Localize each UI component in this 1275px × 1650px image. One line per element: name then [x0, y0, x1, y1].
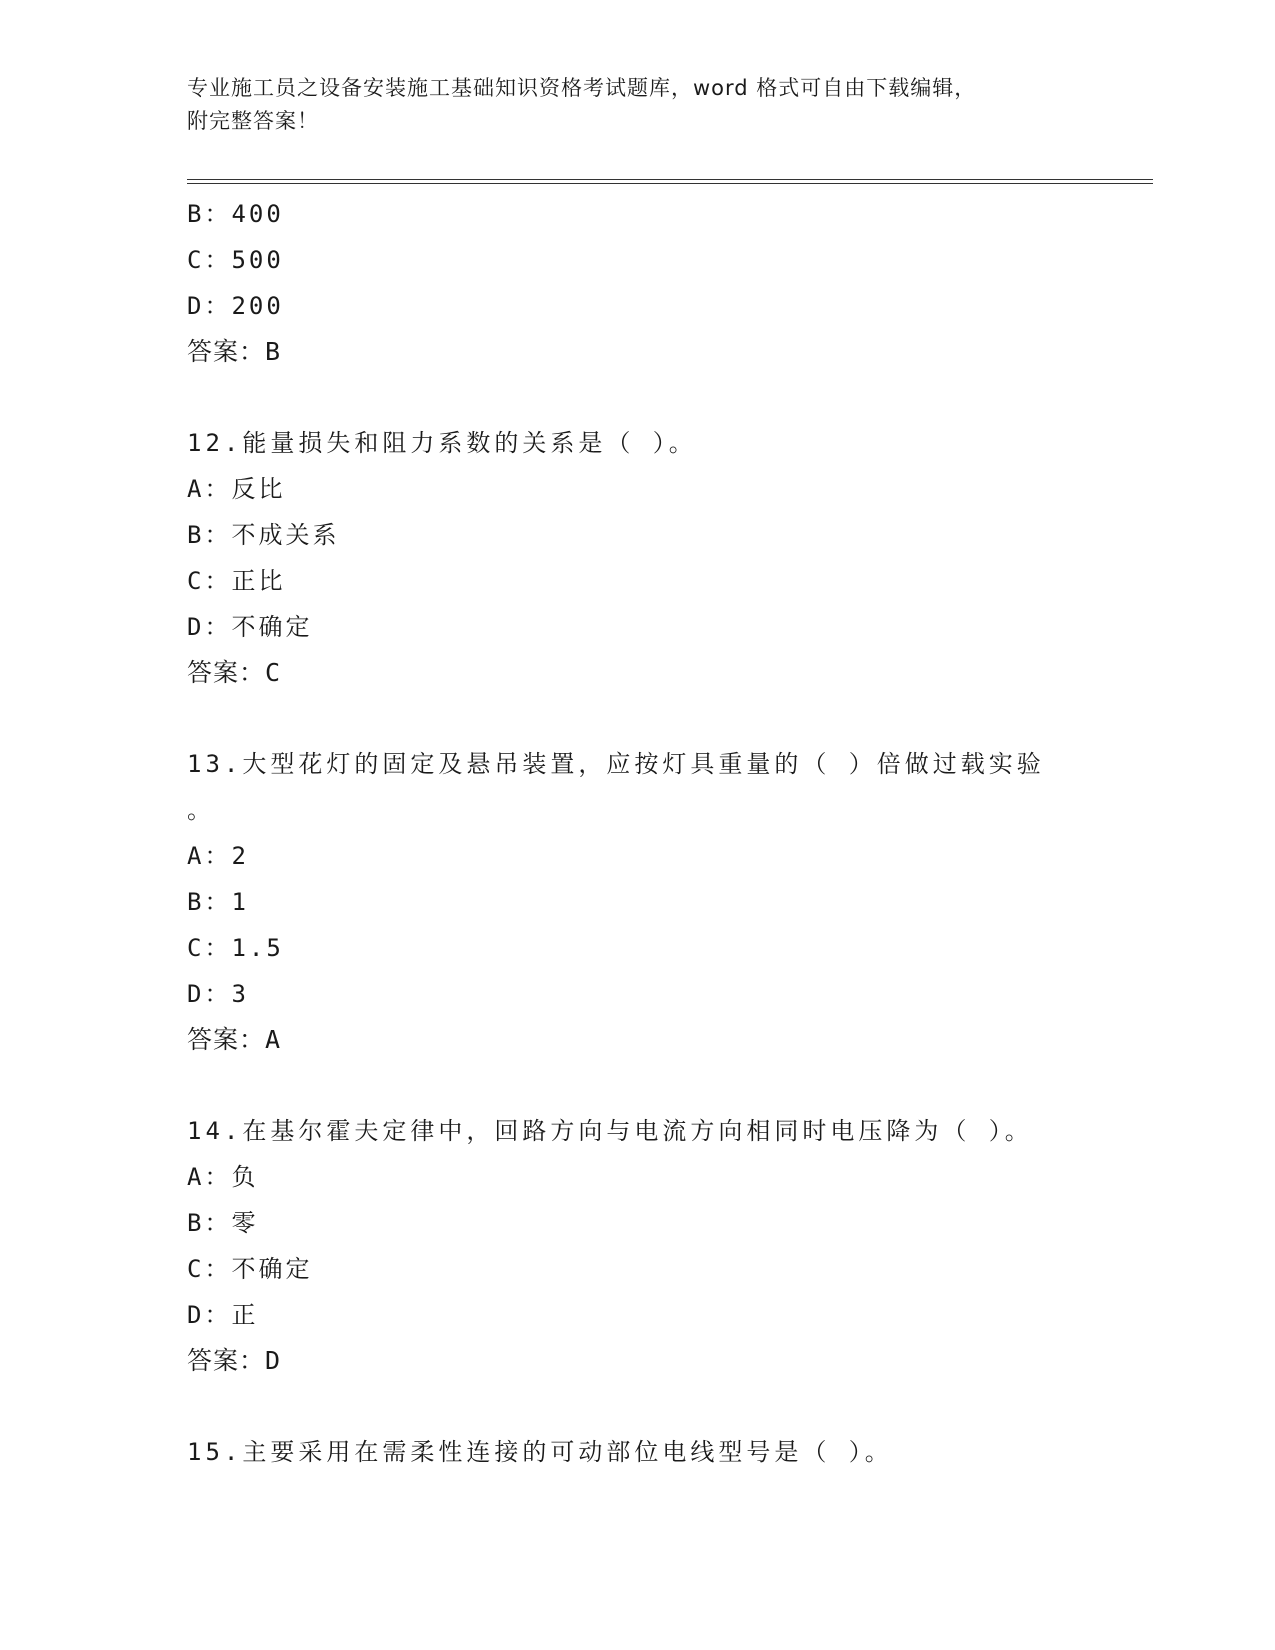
option-a: A：负 — [187, 1163, 259, 1191]
answer-line: 答案：D — [187, 1346, 282, 1375]
question-14 — [187, 1108, 1087, 1384]
option-c: C：不确定 — [187, 1255, 313, 1283]
question-13 — [187, 741, 1087, 1063]
option-d: D：3 — [187, 980, 249, 1008]
question-stem: 15.主要采用在需柔性连接的可动部位电线型号是（ ）。 — [187, 1438, 893, 1466]
header-line-2: 附完整答案！ — [187, 109, 319, 133]
option-c: C：500 — [187, 246, 284, 274]
option-b: B：不成关系 — [187, 521, 340, 549]
answer-line: 答案：C — [187, 658, 282, 687]
option-c: C：1.5 — [187, 934, 284, 962]
option-d: D：正 — [187, 1301, 259, 1329]
option-a: A：2 — [187, 842, 249, 870]
option-d: D：200 — [187, 292, 284, 320]
option-b: B：1 — [187, 888, 249, 916]
question-12 — [187, 420, 1087, 696]
answer-line: 答案：A — [187, 1025, 282, 1054]
answer-line: 答案：B — [187, 337, 282, 366]
option-b: B：零 — [187, 1209, 259, 1237]
option-b: B：400 — [187, 200, 284, 228]
question-stem: 14.在基尔霍夫定律中，回路方向与电流方向相同时电压降为（ ）。 — [187, 1117, 1033, 1145]
option-c: C：正比 — [187, 567, 286, 595]
page-header — [187, 72, 1067, 138]
question-stem: 13.大型花灯的固定及悬吊装置，应按灯具重量的（ ）倍做过载实验 — [187, 750, 1045, 778]
question-stem-tail: 。 — [187, 796, 215, 824]
question-stem: 12.能量损失和阻力系数的关系是（ ）。 — [187, 429, 697, 457]
question-15 — [187, 1429, 1087, 1475]
question-list — [187, 191, 1087, 1475]
header-divider — [187, 179, 1153, 184]
question-11-options — [187, 191, 1087, 375]
option-a: A：反比 — [187, 475, 286, 503]
header-line-1: 专业施工员之设备安装施工基础知识资格考试题库，word 格式可自由下载编辑， — [187, 76, 977, 100]
option-d: D：不确定 — [187, 613, 313, 641]
